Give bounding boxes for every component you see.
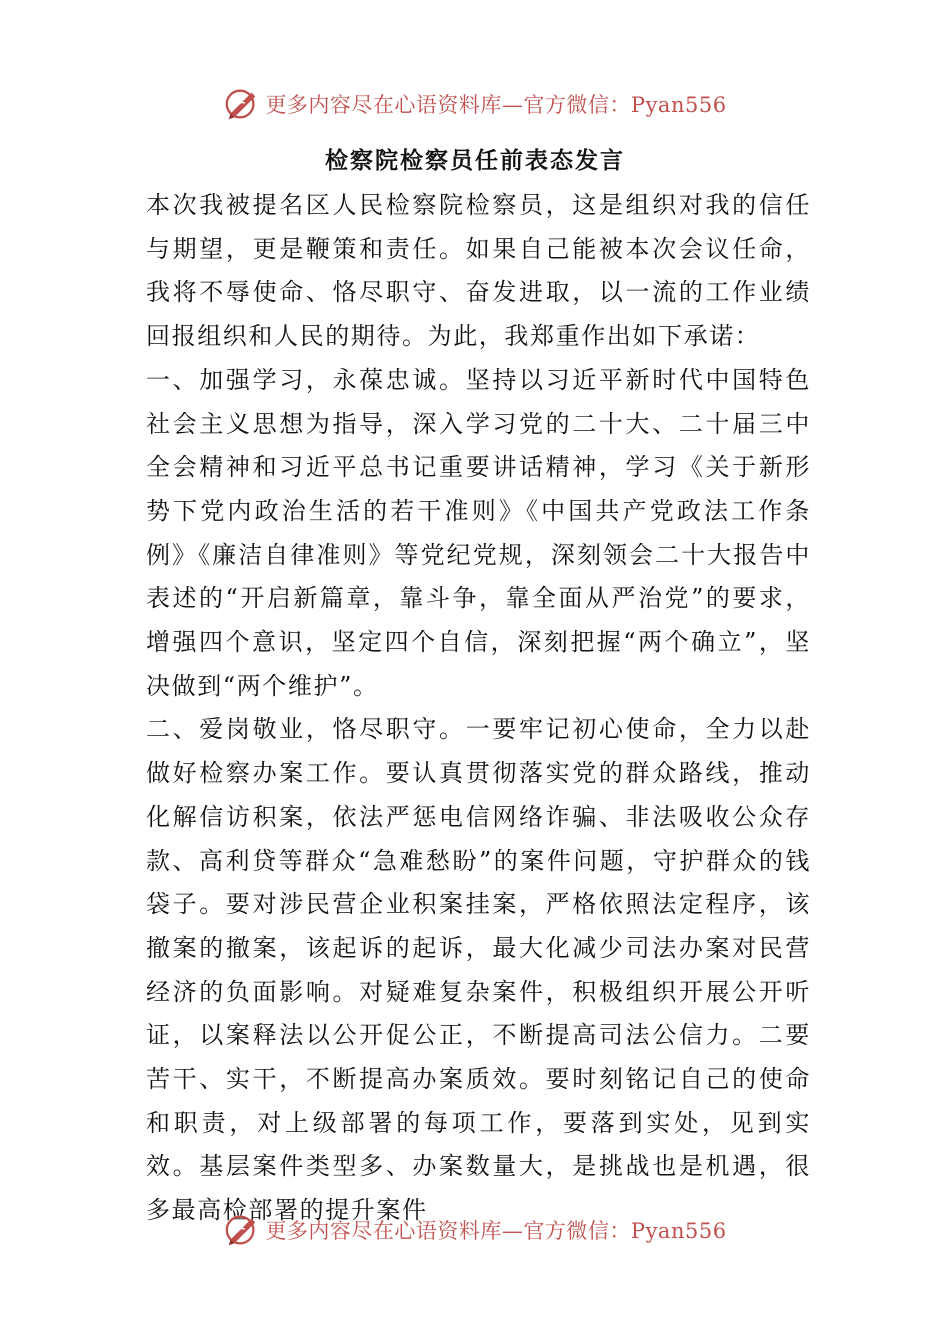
watermark-main-text: 更多内容尽在心语资料库 <box>265 93 502 117</box>
watermark-banner-bottom <box>0 1210 950 1250</box>
watermark-wechat-text: 官方微信：Pyan556 <box>523 1219 727 1243</box>
paragraph-section-one: 一、加强学习，永葆忠诚。坚持以习近平新时代中国特色社会主义思想为指导，深入学习党的二十大、二十届三中全会精神和习近平总书记重要讲话精神，学习《关于新形势下党内政治生活的若干准则》《中国共产党政法工作条例》《廉洁自律准则》等党纪党规，深刻领会二十大报告中表述的“开启新篇章，靠斗争，靠全面从严治党”的要求，增强四个意识，坚定四个自信，深刻把握“两个确立”，坚决做到“两个维护”。 <box>146 365 811 700</box>
pen-circle-logo-icon <box>223 85 261 123</box>
paragraph-section-two: 二、爱岗敬业，恪尽职守。一要牢记初心使命，全力以赴做好检察办案工作。要认真贯彻落实党的群众路线，推动化解信访积案，依法严惩电信网络诈骗、非法吸收公众存款、高利贷等群众“急难愁盼”的案件问题，守护群众的钱袋子。要对涉民营企业积案挂案，严格依照法定程序，该撤案的撤案，该起诉的起诉，最大化减少司法办案对民营经济的负面影响。对疑难复杂案件，积极组织开展公开听证，以案释法以公开促公正，不断提高司法公信力。二要苦干、实干，不断提高办案质效。要时刻铭记自己的使命和职责，对上级部署的每项工作，要落到实处，见到实效。基层案件类型多、办案数量大，是挑战也是机遇，很多最高检部署的提升案件 <box>146 715 811 1225</box>
watermark-text <box>265 1215 726 1245</box>
pen-circle-logo-icon <box>223 1211 261 1249</box>
watermark-banner-top <box>0 84 950 124</box>
paragraph-intro: 本次我被提名区人民检察院检察员，这是组织对我的信任与期望，更是鞭策和责任。如果自己能被本次会议任命，我将不辱使命、恪尽职守、奋发进取，以一流的工作业绩回报组织和人民的期待。为此，我郑重作出如下承诺： <box>146 191 811 351</box>
document-body <box>146 184 811 1233</box>
document-title: 检察院检察员任前表态发言 <box>325 147 625 174</box>
watermark-wechat-text: 官方微信：Pyan556 <box>523 93 727 117</box>
watermark-main-text: 更多内容尽在心语资料库 <box>265 1219 502 1243</box>
watermark-dash: — <box>501 1219 524 1243</box>
watermark-text <box>265 89 726 119</box>
watermark-dash: — <box>501 93 524 117</box>
